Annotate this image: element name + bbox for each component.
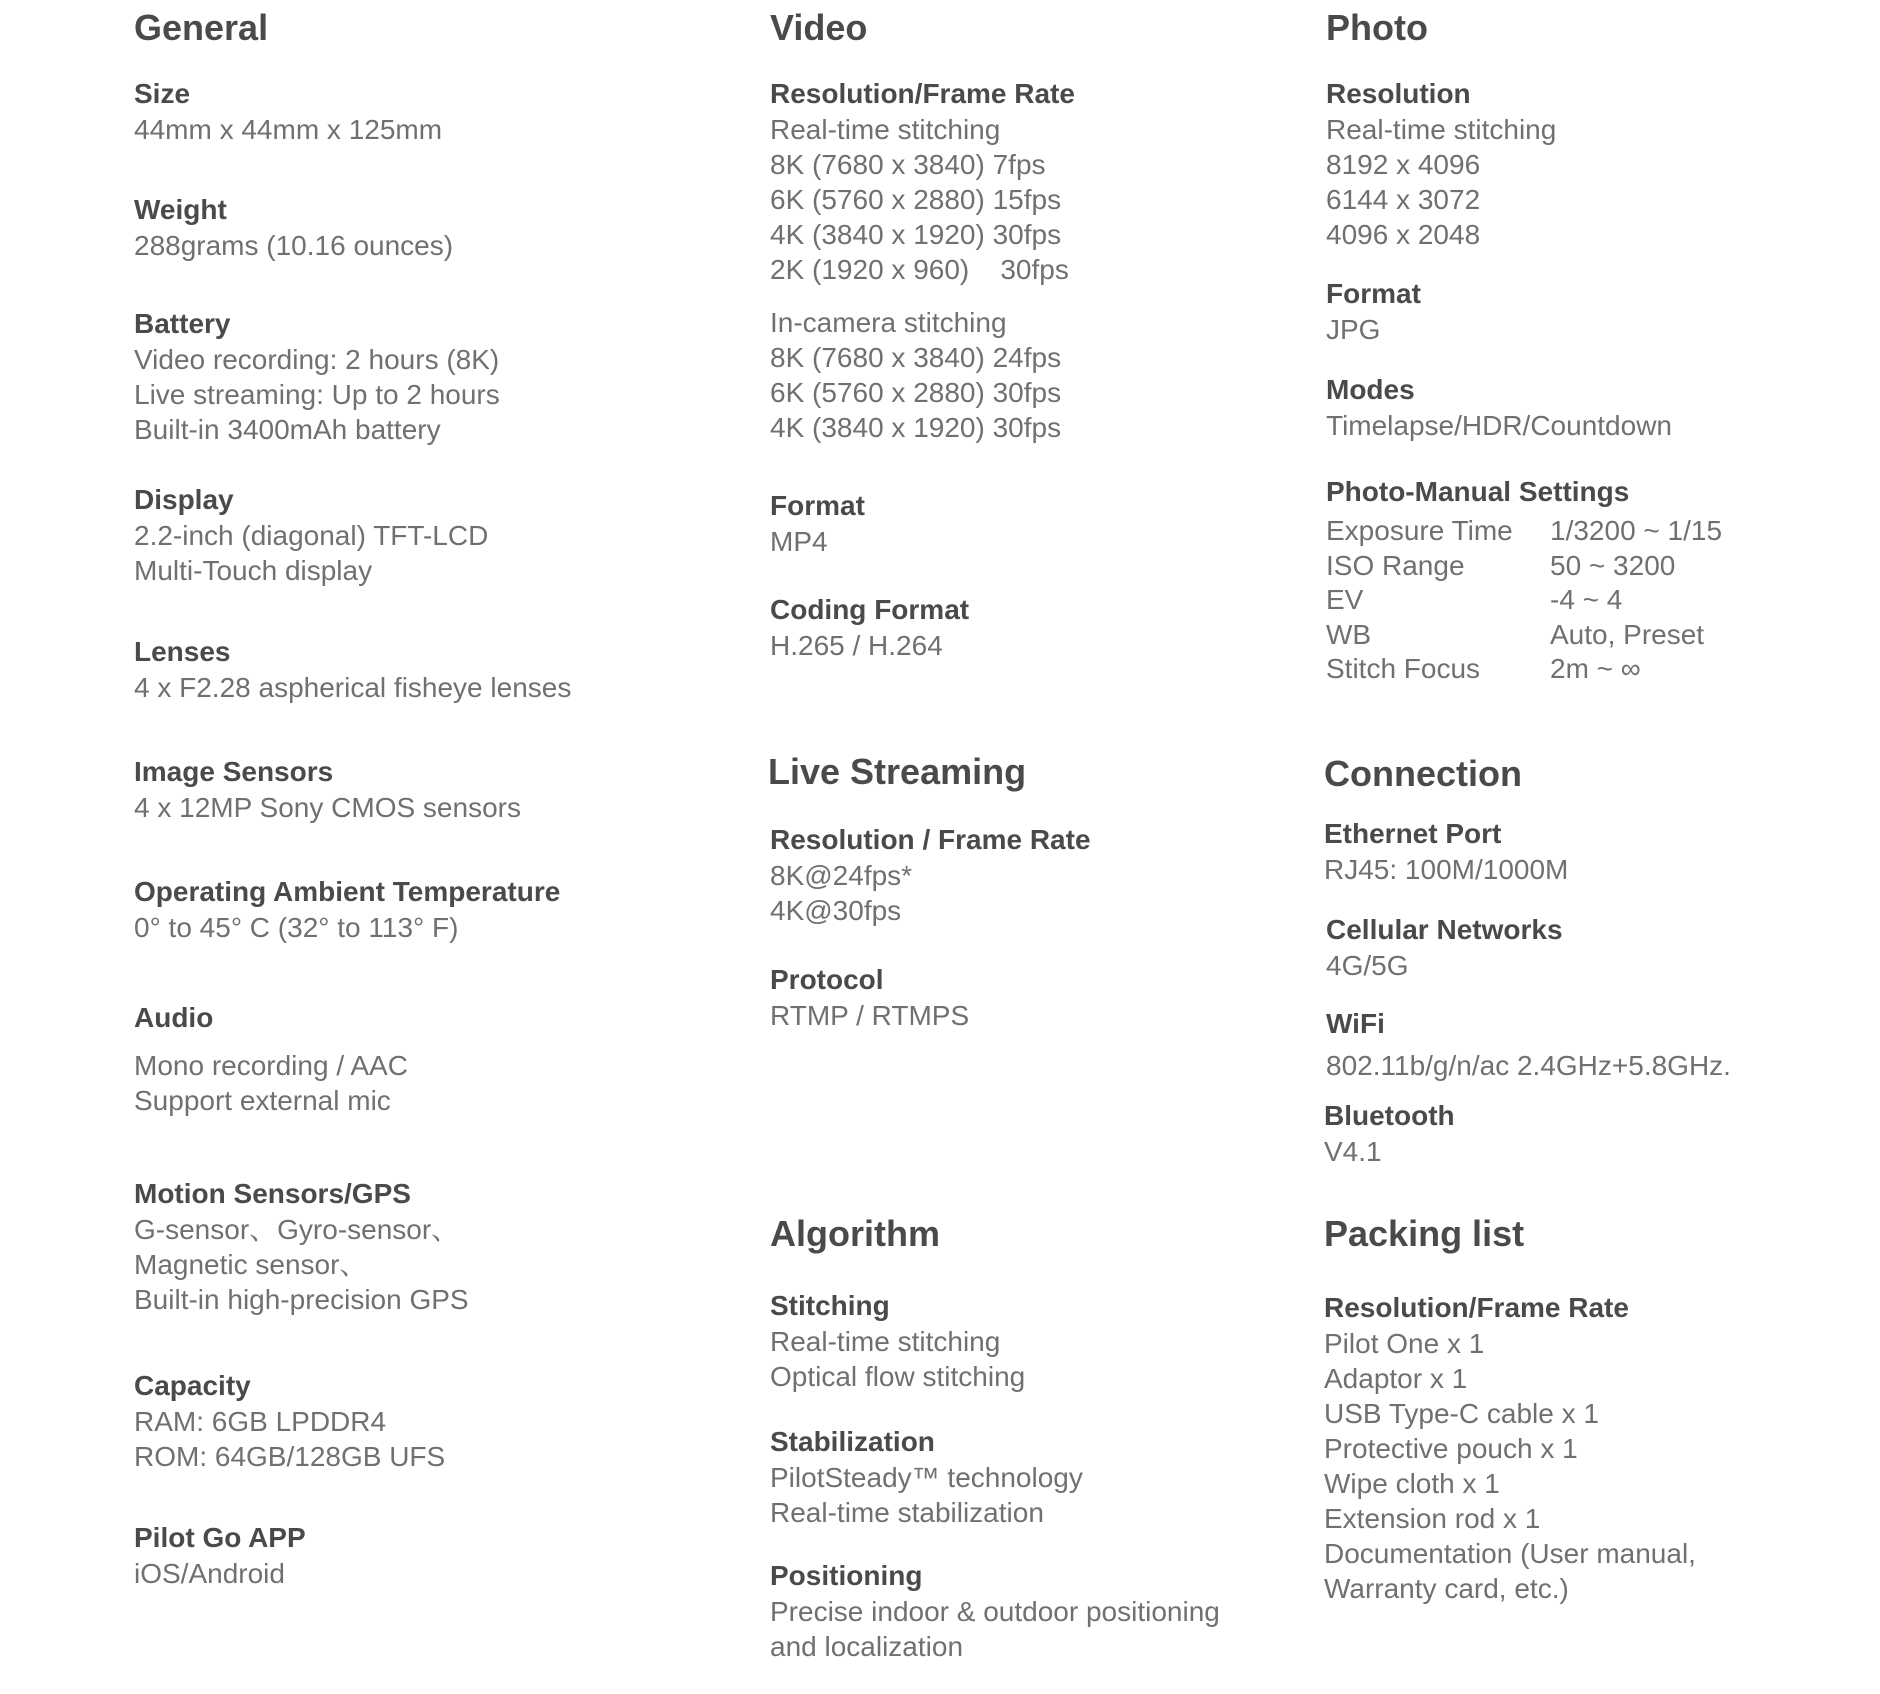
spec-protocol bbox=[770, 962, 969, 1033]
spec-value: V4.1 bbox=[1324, 1136, 1382, 1167]
connection-title: Connection bbox=[1324, 753, 1522, 794]
spec-value: 8192 x 4096 bbox=[1326, 149, 1481, 180]
setting-key: Stitch Focus bbox=[1326, 653, 1481, 684]
spec-value: 0° to 45° C (32° to 113° F) bbox=[134, 912, 459, 943]
spec-video-resolution bbox=[770, 76, 1075, 445]
spec-value: 4096 x 2048 bbox=[1326, 219, 1481, 250]
spec-label: Protocol bbox=[770, 964, 884, 995]
list-item: Adaptor x 1 bbox=[1324, 1363, 1468, 1394]
setting-key: Exposure Time bbox=[1326, 515, 1513, 546]
spec-value: 8K@24fps* bbox=[770, 860, 913, 891]
setting-key: ISO Range bbox=[1326, 549, 1465, 581]
list-item: Pilot One x 1 bbox=[1324, 1328, 1485, 1359]
spec-value: 8K (7680 x 3840) 7fps bbox=[770, 149, 1046, 180]
spec-value: PilotSteady™ technology bbox=[770, 1462, 1083, 1493]
spec-value: 4K (3840 x 1920) 30fps bbox=[770, 219, 1062, 250]
spec-value: 6K (5760 x 2880) 15fps bbox=[770, 184, 1062, 215]
spec-value: Built-in 3400mAh battery bbox=[134, 414, 441, 445]
spec-value: In-camera stitching bbox=[770, 307, 1007, 338]
spec-value: JPG bbox=[1326, 314, 1381, 345]
spec-value: 802.11b/g/n/ac 2.4GHz+5.8GHz. bbox=[1326, 1050, 1731, 1081]
spec-label: WiFi bbox=[1326, 1008, 1385, 1039]
spec-pilot-go-app bbox=[134, 1520, 306, 1591]
list-item: Extension rod x 1 bbox=[1324, 1503, 1541, 1534]
packing-list-title: Packing list bbox=[1324, 1213, 1525, 1254]
spec-value: G-sensor、Gyro-sensor、 bbox=[134, 1214, 460, 1245]
spec-value: RAM: 6GB LPDDR4 bbox=[134, 1406, 387, 1437]
spec-value: ROM: 64GB/128GB UFS bbox=[134, 1441, 446, 1472]
spec-label: Stitching bbox=[770, 1290, 890, 1321]
spec-live-resolution bbox=[770, 822, 1091, 928]
setting-value: -4 ~ 4 bbox=[1550, 584, 1623, 615]
setting-value: 2m ~ ∞ bbox=[1550, 653, 1641, 684]
spec-value: Real-time stitching bbox=[1326, 114, 1557, 145]
spec-value: 8K (7680 x 3840) 24fps bbox=[770, 342, 1062, 373]
spec-packing-list bbox=[1324, 1290, 1696, 1606]
setting-key: EV bbox=[1326, 584, 1364, 615]
spec-temperature bbox=[134, 874, 560, 945]
setting-value: Auto, Preset bbox=[1550, 618, 1705, 650]
list-item: Documentation (User manual, bbox=[1324, 1538, 1696, 1569]
spec-value: Precise indoor & outdoor positioning bbox=[770, 1596, 1220, 1627]
spec-value: 4K (3840 x 1920) 30fps bbox=[770, 412, 1062, 443]
spec-lenses bbox=[134, 634, 571, 705]
spec-value: 44mm x 44mm x 125mm bbox=[134, 114, 443, 145]
spec-label: Display bbox=[134, 484, 234, 515]
spec-audio bbox=[134, 1000, 408, 1118]
video-title: Video bbox=[770, 7, 868, 48]
spec-label: Size bbox=[134, 78, 191, 109]
spec-photo-resolution bbox=[1326, 76, 1556, 252]
spec-label: Operating Ambient Temperature bbox=[134, 876, 561, 907]
spec-value: Real-time stabilization bbox=[770, 1497, 1044, 1528]
spec-value: 4G/5G bbox=[1326, 950, 1409, 981]
spec-modes bbox=[1326, 372, 1672, 443]
spec-label: Pilot Go APP bbox=[134, 1522, 306, 1553]
live-streaming-title: Live Streaming bbox=[768, 751, 1027, 792]
spec-value: 2.2-inch (diagonal) TFT-LCD bbox=[134, 520, 489, 551]
general-title: General bbox=[134, 7, 269, 48]
spec-value: iOS/Android bbox=[134, 1558, 285, 1589]
spec-label: Stabilization bbox=[770, 1426, 935, 1457]
setting-value: 1/3200 ~ 1/15 bbox=[1550, 515, 1723, 546]
spec-value: Real-time stitching bbox=[770, 114, 1001, 145]
spec-value: Multi-Touch display bbox=[134, 555, 373, 586]
spec-value: 6144 x 3072 bbox=[1326, 184, 1481, 215]
list-item: Protective pouch x 1 bbox=[1324, 1433, 1578, 1464]
spec-photo-format bbox=[1326, 276, 1421, 347]
photo-title: Photo bbox=[1326, 7, 1428, 48]
list-item: Wipe cloth x 1 bbox=[1324, 1468, 1500, 1499]
spec-value: MP4 bbox=[770, 526, 828, 557]
spec-video-format bbox=[770, 488, 865, 559]
spec-label: Lenses bbox=[134, 636, 231, 667]
spec-coding-format bbox=[770, 592, 969, 663]
spec-stabilization bbox=[770, 1424, 1083, 1530]
spec-label: Motion Sensors/GPS bbox=[134, 1178, 411, 1209]
spec-label: Battery bbox=[134, 308, 231, 339]
spec-positioning bbox=[770, 1558, 1220, 1664]
spec-label: Bluetooth bbox=[1324, 1100, 1455, 1131]
manual-settings-table bbox=[1326, 514, 1722, 687]
spec-wifi bbox=[1326, 1006, 1731, 1083]
setting-key: WB bbox=[1326, 618, 1372, 650]
spec-value: H.265 / H.264 bbox=[770, 630, 943, 661]
spec-value: and localization bbox=[770, 1631, 964, 1662]
spec-label: Audio bbox=[134, 1002, 214, 1033]
spec-bluetooth bbox=[1324, 1098, 1455, 1169]
spec-label: Coding Format bbox=[770, 594, 970, 625]
spec-label: Capacity bbox=[134, 1370, 251, 1401]
spec-value: 288grams (10.16 ounces) bbox=[134, 230, 454, 261]
spec-image-sensors bbox=[134, 754, 521, 825]
spec-value: 6K (5760 x 2880) 30fps bbox=[770, 377, 1062, 408]
spec-value: Live streaming: Up to 2 hours bbox=[134, 379, 500, 410]
spec-value: RJ45: 100M/1000M bbox=[1324, 854, 1569, 885]
algorithm-title: Algorithm bbox=[770, 1213, 940, 1254]
spec-label: Modes bbox=[1326, 374, 1415, 405]
spec-photo-manual bbox=[1326, 474, 1722, 687]
spec-label: Cellular Networks bbox=[1326, 914, 1563, 945]
spec-label: Positioning bbox=[770, 1560, 923, 1591]
spec-label: Weight bbox=[134, 194, 227, 225]
spec-display bbox=[134, 482, 488, 588]
spec-capacity bbox=[134, 1368, 445, 1474]
spec-value: 2K (1920 x 960) 30fps bbox=[770, 254, 1069, 285]
spec-label: Photo-Manual Settings bbox=[1326, 476, 1630, 507]
spec-label: Image Sensors bbox=[134, 756, 334, 787]
spec-value: 4K@30fps bbox=[770, 895, 902, 926]
spec-value: Real-time stitching bbox=[770, 1326, 1001, 1357]
spec-weight bbox=[134, 192, 453, 263]
spec-stitching bbox=[770, 1288, 1025, 1394]
spec-label: Resolution/Frame Rate bbox=[1324, 1292, 1629, 1323]
spec-value: Built-in high-precision GPS bbox=[134, 1284, 469, 1315]
spec-value: Timelapse/HDR/Countdown bbox=[1326, 410, 1672, 441]
spec-label: Resolution/Frame Rate bbox=[770, 78, 1075, 109]
spec-value: 4 x F2.28 aspherical fisheye lenses bbox=[134, 672, 572, 703]
spec-motion-sensors bbox=[134, 1176, 469, 1317]
spec-value: Video recording: 2 hours (8K) bbox=[134, 344, 500, 375]
spec-value: Magnetic sensor、 bbox=[134, 1249, 368, 1280]
spec-label: Ethernet Port bbox=[1324, 818, 1502, 849]
list-item: Warranty card, etc.) bbox=[1324, 1573, 1569, 1604]
list-item: USB Type-C cable x 1 bbox=[1324, 1398, 1599, 1429]
setting-value: 50 ~ 3200 bbox=[1550, 549, 1676, 581]
spec-value: RTMP / RTMPS bbox=[770, 1000, 970, 1031]
spec-value: Mono recording / AAC bbox=[134, 1050, 408, 1081]
spec-battery bbox=[134, 306, 500, 447]
spec-size bbox=[134, 76, 442, 147]
spec-label: Resolution bbox=[1326, 78, 1471, 109]
spec-label: Resolution / Frame Rate bbox=[770, 824, 1091, 855]
spec-label: Format bbox=[1326, 278, 1421, 309]
spec-cellular bbox=[1326, 912, 1563, 983]
spec-value: 4 x 12MP Sony CMOS sensors bbox=[134, 792, 521, 823]
spec-ethernet bbox=[1324, 816, 1568, 887]
spec-value: Support external mic bbox=[134, 1085, 391, 1116]
spec-value: Optical flow stitching bbox=[770, 1361, 1026, 1392]
spec-label: Format bbox=[770, 490, 865, 521]
